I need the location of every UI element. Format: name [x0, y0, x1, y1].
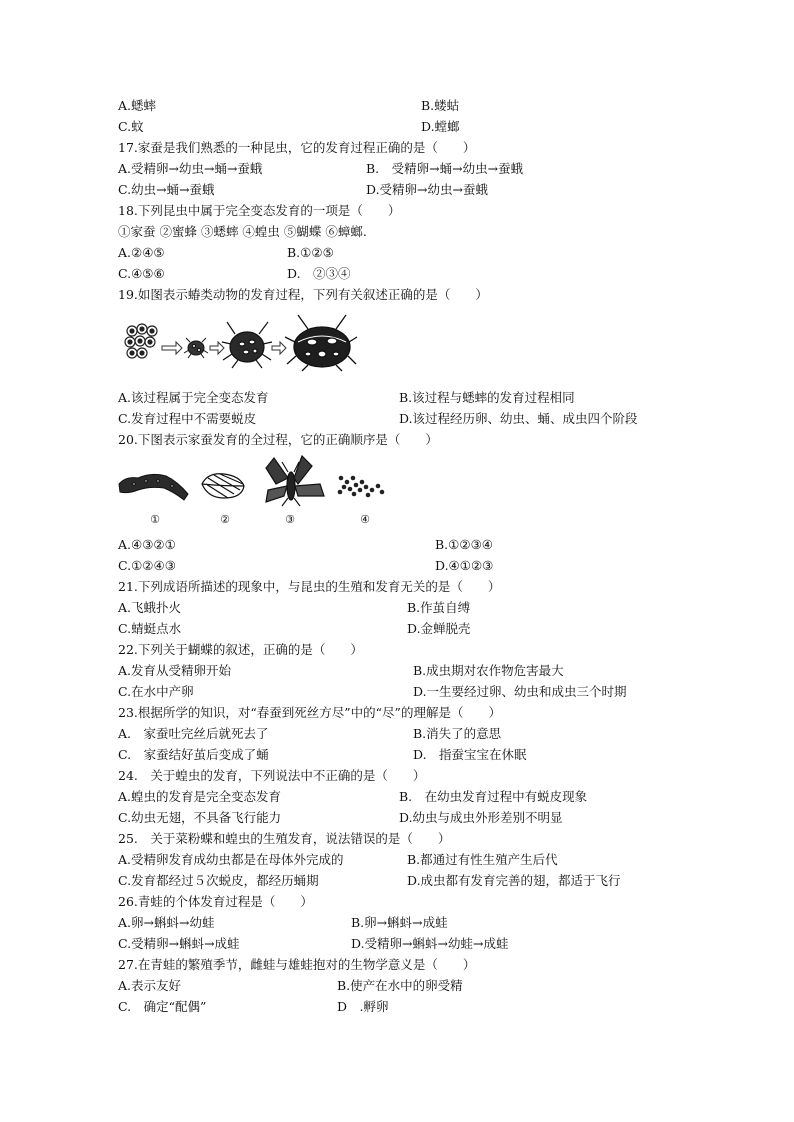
text-line: D.④①②③	[435, 558, 494, 573]
text-line: A. 家蚕吐完丝后就死去了	[118, 726, 269, 741]
text-line: C.④⑤⑥	[118, 266, 165, 281]
text-line: B.作茧自缚	[407, 600, 471, 615]
text-line: B.蝼蛄	[421, 98, 460, 113]
figure-20-silkworm-development	[116, 454, 392, 514]
text-line: 17.家蚕是我们熟悉的一种昆虫，它的发育过程正确的是（ ）	[118, 140, 476, 155]
text-line: A.该过程属于完全变态发育	[118, 390, 269, 405]
text-line: B.①②③④	[435, 537, 493, 552]
text-line: C.①②④③	[118, 558, 176, 573]
text-line: D.受精卵→蝌蚪→幼蛙→成蛙	[351, 936, 509, 951]
text-line: C.发育都经过５次蜕皮，都经历蛹期	[118, 873, 319, 888]
text-line: C.在水中产卵	[118, 684, 194, 699]
text-line: D.螳螂	[421, 119, 460, 134]
text-line: 22.下列关于蝴蝶的叙述，正确的是（ ）	[118, 642, 363, 657]
text-line: B.卵→蝌蚪→成蛙	[351, 915, 448, 930]
silkworm-moth-icon	[266, 456, 324, 506]
text-line: D.该过程经历卵、幼虫、蛹、成虫四个阶段	[399, 411, 638, 426]
text-line: 21.下列成语所描述的现象中，与昆虫的生殖和发育无关的是（ ）	[118, 579, 501, 594]
silkworm-eggs-icon	[338, 476, 385, 498]
text-line: D.一生要经过卵、幼虫和成虫三个时期	[413, 684, 627, 699]
text-line: A.发育从受精卵开始	[118, 663, 232, 678]
text-line: B.①②⑤	[287, 245, 334, 260]
text-line: C.蜻蜓点水	[118, 621, 182, 636]
text-line: ①家蚕 ②蜜蜂 ③蟋蟀 ④蝗虫 ⑤蝴蝶 ⑥蟑螂.	[118, 224, 367, 239]
text-line: B.消失了的意思	[413, 726, 502, 741]
text-line: B.都通过有性生殖产生后代	[407, 852, 558, 867]
text-line: D.成虫都有发育完善的翅，都适于飞行	[407, 873, 621, 888]
text-line: A.蝗虫的发育是完全变态发育	[118, 789, 282, 804]
text-line: A.④③②①	[118, 537, 176, 552]
text-line: D.金蝉脱壳	[407, 621, 471, 636]
text-line: A.卵→蝌蚪→幼蛙	[118, 915, 215, 930]
text-line: 25. 关于菜粉蝶和蝗虫的生殖发育，说法错误的是（ ）	[118, 831, 451, 846]
figure-20-label-2: ②	[220, 513, 230, 526]
arrow-icon	[272, 342, 286, 354]
adult-stinkbug-icon	[285, 315, 357, 371]
text-line: C.蚊	[118, 119, 144, 134]
text-line: D .孵卵	[337, 999, 389, 1014]
text-line: C. 家蚕结好茧后变成了蛹	[118, 747, 269, 762]
egg-cluster-icon	[125, 324, 157, 358]
text-line: 18.下列昆虫中属于完全变态发育的一项是（ ）	[118, 203, 401, 218]
text-line: D.受精卵→幼虫→蚕蛾	[366, 182, 488, 197]
text-line: A.受精卵发育成幼虫都是在母体外完成的	[118, 852, 344, 867]
text-line: A.受精卵→幼虫→蛹→蚕蛾	[118, 161, 263, 176]
figure-19-stinkbug-development	[122, 312, 358, 372]
text-line: B.成虫期对农作物危害最大	[413, 663, 564, 678]
medium-nymph-icon	[222, 322, 272, 368]
text-line: D. ②③④	[287, 266, 351, 281]
silkworm-pupa-icon	[202, 474, 244, 498]
text-line: C.幼虫无翅，不具备飞行能力	[118, 810, 282, 825]
text-line: A.蟋蟀	[118, 98, 157, 113]
text-line: B. 受精卵→蛹→幼虫→蚕蛾	[366, 161, 524, 176]
text-line: 26.青蛙的个体发育过程是（ ）	[118, 894, 313, 909]
figure-20-label-1: ①	[150, 513, 160, 526]
text-line: C. 确定“配偶”	[118, 999, 207, 1014]
arrow-icon	[162, 342, 182, 354]
text-line: 20.下图表示家蚕发育的全过程，它的正确顺序是（ ）	[118, 432, 438, 447]
text-line: 23.根据所学的知识，对“春蚕到死丝方尽”中的“尽”的理解是（ ）	[118, 705, 501, 720]
figure-20-label-4: ④	[360, 513, 370, 526]
text-line: B.使产在水中的卵受精	[337, 978, 463, 993]
figure-20-label-3: ③	[285, 513, 295, 526]
text-line: C.发育过程中不需要蜕皮	[118, 411, 257, 426]
text-line: B.该过程与蟋蟀的发育过程相同	[399, 390, 575, 405]
text-line: A.飞蛾扑火	[118, 600, 182, 615]
silkworm-larva-icon	[119, 474, 188, 500]
text-line: 24. 关于蝗虫的发育，下列说法中不正确的是（ ）	[118, 768, 426, 783]
text-line: D.幼虫与成虫外形差别不明显	[399, 810, 563, 825]
text-line: A.表示友好	[118, 978, 182, 993]
arrow-icon	[210, 342, 224, 354]
text-line: C.幼虫→蛹→蚕蛾	[118, 182, 215, 197]
text-line: B. 在幼虫发育过程中有蜕皮现象	[399, 789, 588, 804]
text-line: 19.如图表示蝽类动物的发育过程，下列有关叙述正确的是（ ）	[118, 287, 488, 302]
text-line: 27.在青蛙的繁殖季节，雌蛙与雄蛙抱对的生物学意义是（ ）	[118, 957, 476, 972]
text-line: C.受精卵→蝌蚪→成蛙	[118, 936, 240, 951]
text-line: A.②④⑤	[118, 245, 165, 260]
text-line: D. 指蚕宝宝在休眠	[413, 747, 527, 762]
small-nymph-icon	[184, 338, 208, 358]
